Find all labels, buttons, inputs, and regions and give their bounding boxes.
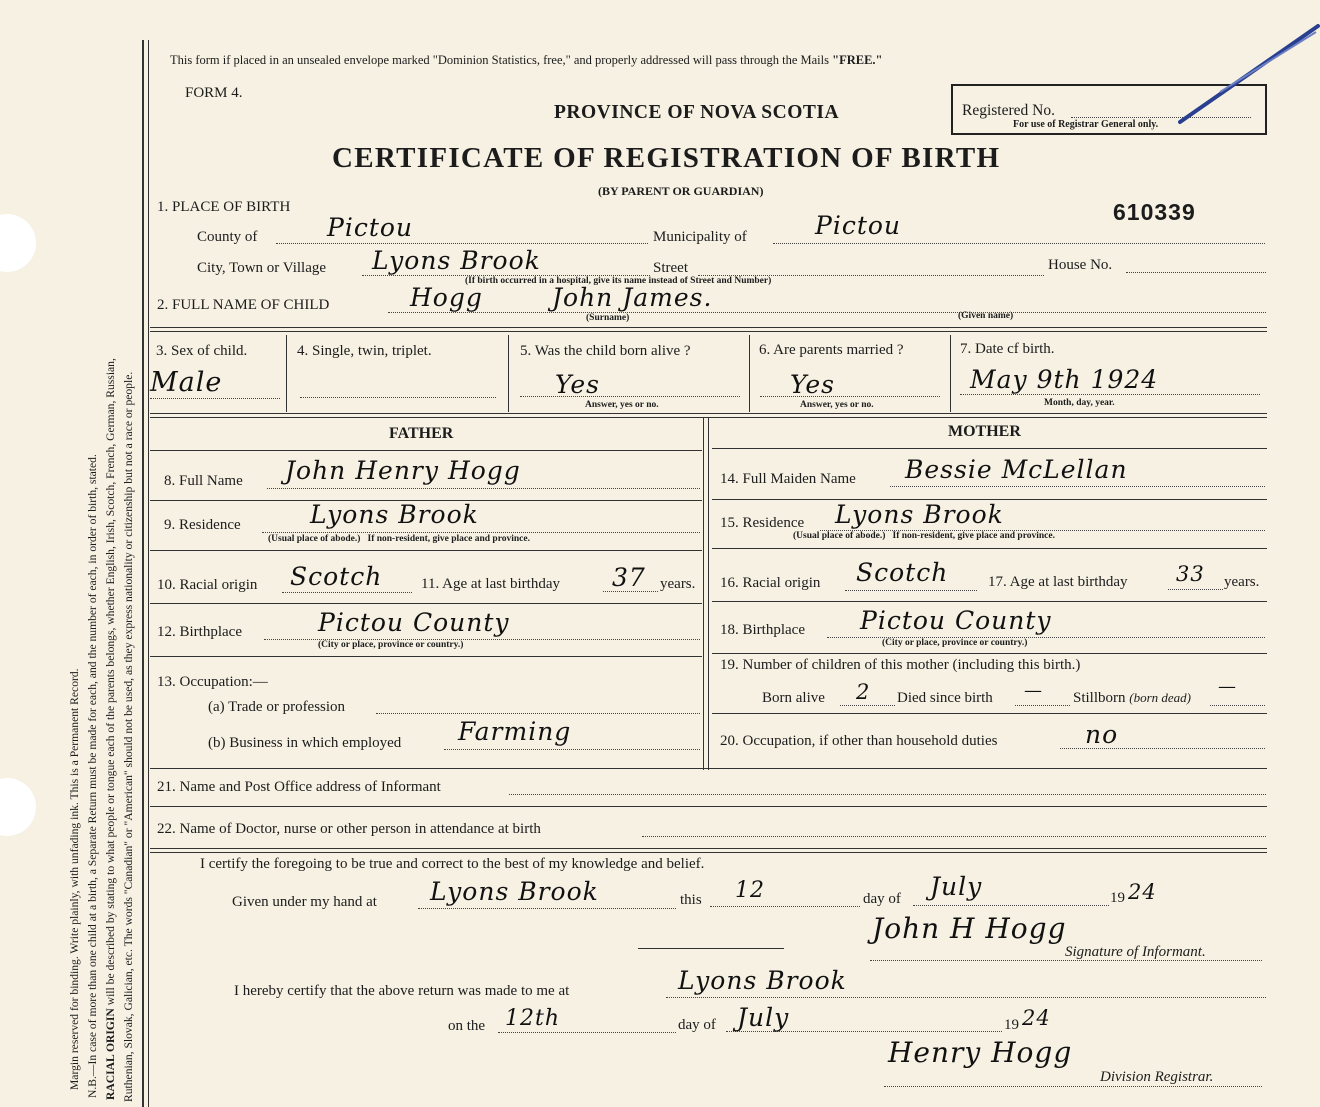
father-age-label: 11. Age at last birthday (421, 576, 560, 592)
mother-racial-origin-value: Scotch (856, 558, 949, 587)
hospital-note: (If birth occurred in a hospital, give its name instead of Street and Number) (465, 276, 772, 286)
mother-birthplace-note: (City or place, province or country.) (882, 638, 1028, 648)
certificate-subtitle: (BY PARENT OR GUARDIAN) (598, 184, 764, 198)
rule-after-columns (150, 768, 1267, 769)
father-occupation-label: 13. Occupation:— (157, 674, 268, 690)
reg-year-value: 24 (1022, 1006, 1051, 1030)
mother-years-label: years. (1224, 574, 1260, 590)
died-since-birth-value: — (1024, 680, 1043, 701)
rule-father-12 (150, 656, 702, 657)
mother-abode-note: (Usual place of abode.) (793, 531, 886, 541)
died-since-birth-label: Died since birth (897, 690, 993, 706)
mother-name-value: Bessie McLellan (905, 455, 1128, 484)
divider-5-6 (749, 335, 750, 412)
rule-after-22-2 (150, 852, 1267, 853)
mother-birthplace-value: Pictou County (860, 606, 1052, 635)
rule-after-row3 (150, 413, 1267, 414)
born-alive-line (520, 396, 740, 397)
stillborn-text: Stillborn (1073, 690, 1126, 706)
registrar-label: Division Registrar. (1100, 1069, 1214, 1085)
racial-origin-text: will be described by stating to what people or tongue each of the parents belongs, whether English, Irish, Scotch, French, German, Russian, (104, 358, 117, 1006)
mother-children-label: 19. Number of children of this mother (including this birth.) (720, 657, 1081, 673)
mother-residence-note (793, 531, 1055, 541)
mother-nonresident-note: If non-resident, give place and province. (892, 531, 1055, 541)
margin-note-multiple-births: N.B.—In case of more than one child at a birth, a Separate Return must be made for each, and the number of each, in order of birth, stated. (86, 454, 99, 1098)
born-alive-count-value: 2 (856, 680, 871, 704)
rule-after-21 (150, 806, 1267, 807)
day-value: 12 (735, 878, 765, 903)
rule-mother-18 (712, 653, 1267, 654)
rule-after-name (150, 327, 1267, 328)
reg-month-value: July (737, 1003, 790, 1032)
month-line (913, 905, 1109, 906)
mother-occupation-label: 20. Occupation, if other than household duties (720, 733, 998, 749)
registrar-statement: I hereby certify that the above return was made to me at (234, 983, 570, 999)
born-alive-value: Yes (555, 370, 600, 399)
attendant-line (642, 836, 1266, 837)
column-divider-2 (708, 418, 709, 770)
margin-note-binding: Margin reserved for binding. Write plainly, with unfading ink. This is a Permanent Record. (68, 668, 81, 1090)
registered-label: Registered No. (962, 102, 1055, 119)
stillborn-line (1210, 705, 1265, 706)
municipality-line (773, 243, 1265, 244)
rule-after-22 (150, 848, 1267, 849)
divider-3-4 (286, 335, 287, 412)
father-abode-note: (Usual place of abode.) (268, 534, 361, 544)
year-value: 24 (1128, 880, 1157, 904)
stillborn-note: (born dead) (1129, 690, 1192, 705)
registrar-place-value: Lyons Brook (678, 966, 847, 995)
born-alive-count-label: Born alive (762, 690, 825, 706)
given-place-value: Lyons Brook (430, 877, 599, 906)
date-of-birth-line (960, 394, 1260, 395)
county-value: Pictou (327, 213, 414, 242)
born-alive-label: 5. Was the child born alive ? (520, 343, 691, 359)
father-residence-label: 9. Residence (164, 517, 241, 533)
informant-signature-label: Signature of Informant. (1065, 944, 1206, 960)
father-birthplace-note: (City or place, province or country.) (318, 640, 464, 650)
child-given-value: John James. (552, 283, 713, 312)
father-racial-origin-line (282, 592, 412, 593)
mother-racial-origin-line (845, 590, 977, 591)
form-number: FORM 4. (185, 85, 243, 101)
father-business-label: (b) Business in which employed (208, 735, 402, 751)
parents-married-note: Answer, yes or no. (800, 400, 874, 410)
mother-heading: MOTHER (948, 423, 1021, 440)
father-residence-note (268, 534, 530, 544)
city-value: Lyons Brook (372, 246, 541, 275)
mother-age-label: 17. Age at last birthday (988, 574, 1128, 590)
surname-note: (Surname) (586, 313, 630, 323)
mother-residence-value: Lyons Brook (835, 500, 1004, 529)
registrar-place-line (666, 997, 1266, 998)
municipality-label: Municipality of (653, 229, 747, 245)
month-value: July (930, 872, 983, 901)
mother-birthplace-label: 18. Birthplace (720, 622, 805, 638)
rule-mother-19 (712, 713, 1267, 714)
father-trade-line (376, 713, 700, 714)
mother-name-line (890, 486, 1265, 487)
divider-6-7 (950, 335, 951, 412)
father-residence-value: Lyons Brook (310, 500, 479, 529)
rule-under-mother-heading (712, 448, 1267, 449)
postal-note-text: This form if placed in an unsealed envelope marked "Dominion Statistics, free," and properly addressed will pass through the Mails (170, 53, 829, 67)
margin-note-racial-origin (104, 358, 117, 1100)
on-the-label: on the (448, 1018, 486, 1034)
separator-short (638, 948, 784, 949)
informant-signature: John H Hogg (872, 912, 1067, 945)
divider-4-5 (508, 335, 509, 412)
father-birthplace-label: 12. Birthplace (157, 624, 242, 640)
date-of-birth-note: Month, day, year. (1044, 398, 1115, 408)
rule-father-9 (150, 550, 702, 551)
certificate-title: CERTIFICATE OF REGISTRATION OF BIRTH (332, 142, 1001, 174)
father-years-label: years. (660, 576, 696, 592)
rule-mother-15 (712, 548, 1267, 549)
father-racial-origin-value: Scotch (290, 562, 383, 591)
day-of-label: day of (863, 891, 901, 907)
sex-value: Male (150, 367, 223, 398)
child-name-label: 2. FULL NAME OF CHILD (157, 297, 330, 313)
pen-stroke-feather (1220, 32, 1316, 92)
reg-day-value: 12th (505, 1006, 561, 1031)
margin-note-nationality: Ruthenian, Slovak, Galician, etc. The words "Canadian" or "American" should not be used, as they express nationality or citizenship but not a race or people. (122, 371, 135, 1102)
place-of-birth-label: 1. PLACE OF BIRTH (157, 199, 291, 215)
parents-married-line (760, 396, 940, 397)
pen-stroke (1160, 22, 1320, 132)
margin-rule-inner (148, 40, 149, 1107)
mother-age-line (1168, 589, 1223, 590)
city-label: City, Town or Village (197, 260, 327, 276)
rule-under-father-heading (150, 450, 702, 451)
this-label: this (680, 892, 702, 908)
mother-name-label: 14. Full Maiden Name (720, 471, 856, 487)
province-heading: PROVINCE OF NOVA SCOTIA (554, 102, 840, 123)
died-since-birth-line (1015, 705, 1070, 706)
serial-number: 610339 (1113, 199, 1196, 225)
parents-married-label: 6. Are parents married ? (759, 342, 904, 358)
informant-label: 21. Name and Post Office address of Informant (157, 779, 441, 795)
father-name-line (267, 488, 700, 489)
postal-note (170, 53, 882, 68)
margin-rule (142, 40, 144, 1107)
multiple-birth-line (300, 397, 496, 398)
father-trade-label: (a) Trade or profession (208, 699, 346, 715)
father-birthplace-value: Pictou County (318, 608, 510, 637)
racial-origin-heading: RACIAL ORIGIN (104, 1008, 117, 1100)
father-nonresident-note: If non-resident, give place and province. (367, 534, 530, 544)
date-of-birth-label: 7. Date cf birth. (960, 341, 1055, 357)
day-line (710, 906, 860, 907)
municipality-value: Pictou (815, 211, 902, 240)
reg-day-of-label: day of (678, 1017, 716, 1033)
stillborn-label (1073, 690, 1191, 707)
county-label: County of (197, 229, 258, 245)
column-divider (703, 418, 704, 770)
father-name-label: 8. Full Name (164, 473, 243, 489)
rule-father-10 (150, 603, 702, 604)
registrar-signature: Henry Hogg (888, 1036, 1073, 1069)
father-business-line (444, 749, 700, 750)
father-business-value: Farming (458, 717, 572, 746)
child-name-line (388, 312, 1266, 313)
given-place-line (418, 908, 676, 909)
sex-line (150, 398, 280, 399)
father-residence-line (262, 532, 700, 533)
parents-married-value: Yes (790, 370, 835, 399)
county-line (276, 243, 648, 244)
given-under-label: Given under my hand at (232, 894, 377, 910)
father-racial-origin-label: 10. Racial origin (157, 577, 258, 593)
stillborn-value: — (1218, 676, 1237, 697)
mother-age-value: 33 (1176, 562, 1205, 586)
father-name-value: John Henry Hogg (285, 456, 521, 485)
mother-racial-origin-label: 16. Racial origin (720, 575, 821, 591)
multiple-birth-label: 4. Single, twin, triplet. (297, 343, 432, 359)
street-label: Street (653, 260, 688, 276)
child-surname-value: Hogg (410, 283, 483, 312)
given-name-note: (Given name) (958, 311, 1014, 321)
attendant-label: 22. Name of Doctor, nurse or other person in attendance at birth (157, 821, 541, 837)
father-heading: FATHER (389, 425, 454, 442)
punch-hole-top (0, 214, 36, 272)
rule-after-name-2 (150, 331, 1267, 332)
born-alive-note: Answer, yes or no. (585, 400, 659, 410)
father-age-value: 37 (612, 563, 646, 592)
informant-line (509, 794, 1266, 795)
date-of-birth-value: May 9th 1924 (970, 365, 1159, 394)
registered-note: For use of Registrar General only. (1013, 119, 1159, 130)
house-no-label: House No. (1048, 257, 1113, 273)
house-no-line (1126, 272, 1266, 273)
mother-residence-label: 15. Residence (720, 515, 805, 531)
certify-statement: I certify the foregoing to be true and correct to the best of my knowledge and belief. (200, 856, 705, 872)
reg-day-line (498, 1032, 676, 1033)
punch-hole-bottom (0, 778, 36, 836)
year-prefix: 19 (1110, 890, 1125, 906)
registrar-signature-line (884, 1086, 1262, 1087)
mother-occupation-value: no (1085, 720, 1119, 749)
reg-year-prefix: 19 (1004, 1017, 1019, 1033)
rule-mother-16 (712, 601, 1267, 602)
sex-label: 3. Sex of child. (156, 343, 248, 359)
postal-free: "FREE." (832, 53, 883, 67)
born-alive-count-line (840, 705, 895, 706)
